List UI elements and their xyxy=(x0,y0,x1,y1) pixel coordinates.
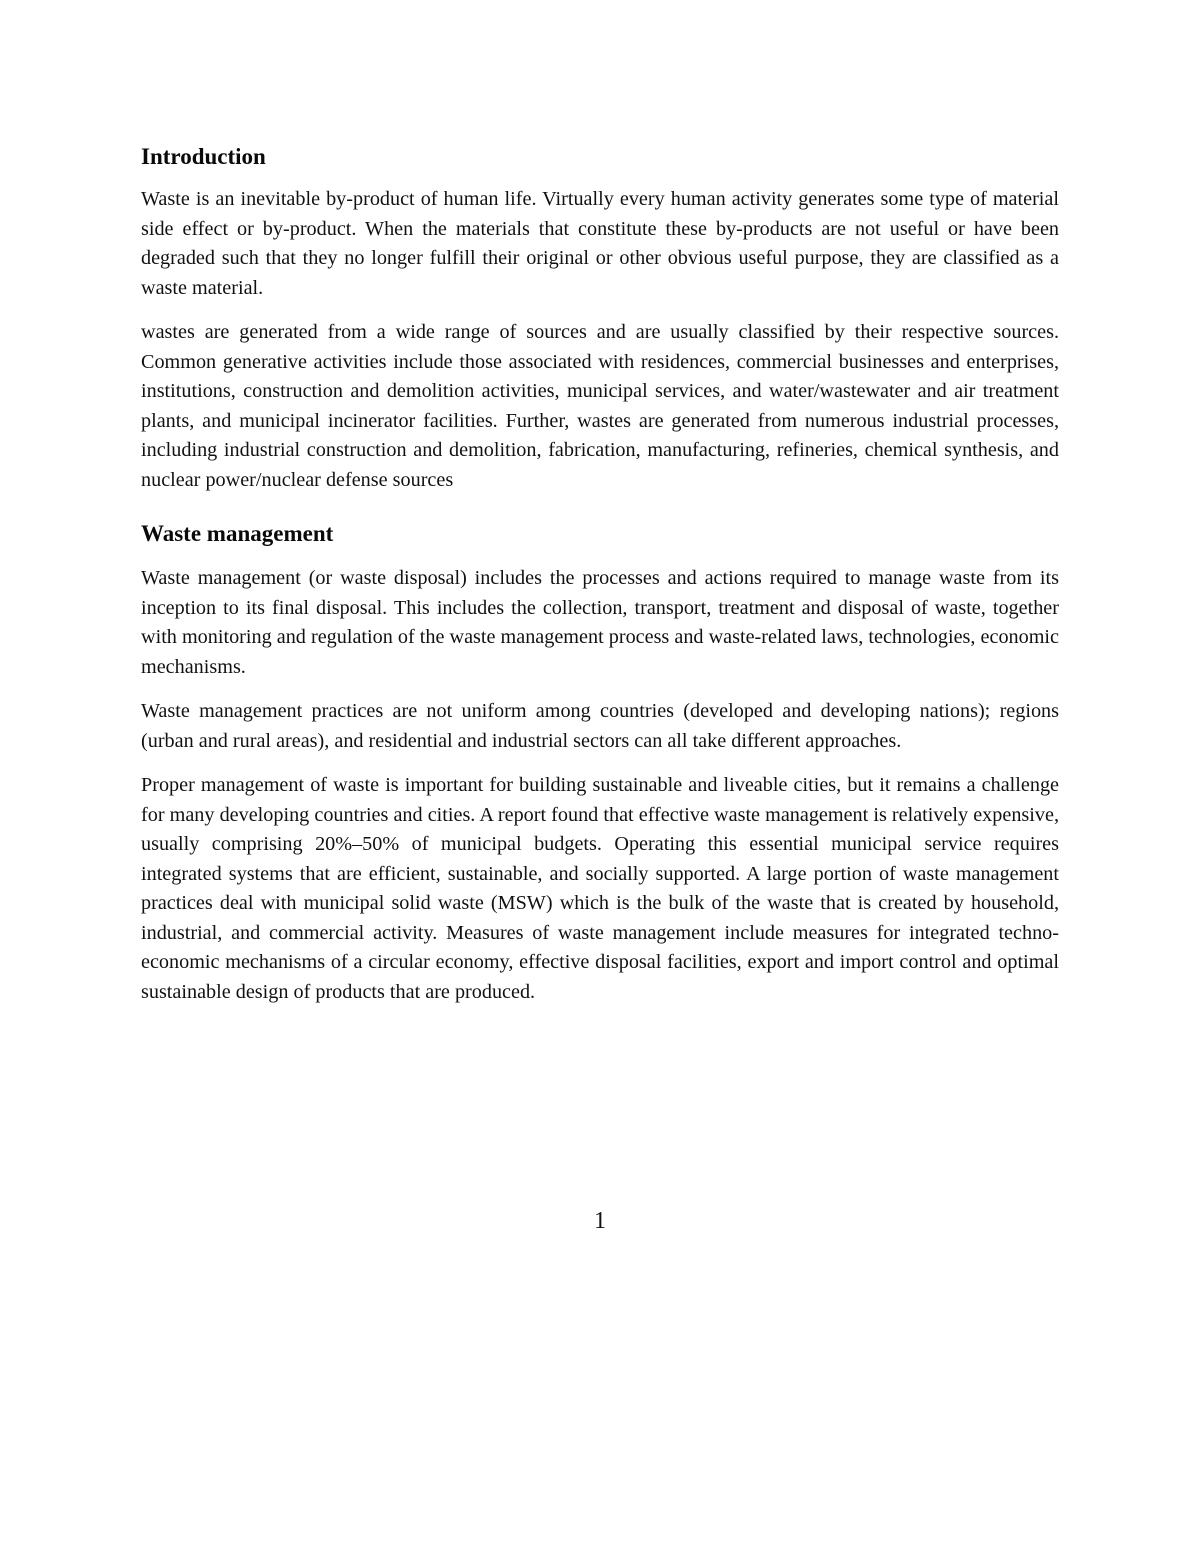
intro-paragraph-1: Waste is an inevitable by-product of human life. Virtually every human activity generates some type of material side effect or by-product. When the materials that constitute these by-products are not useful or have been degraded such that they no longer fulfill their original or other obvious useful purpose, they are classified as a waste material. xyxy=(141,188,1059,299)
waste-management-paragraph-3: Proper management of waste is important for building sustainable and liveable cities, but it remains a challenge for many developing countries and cities. A report found that effective waste management is relatively expensive, usually comprising 20%–50% of municipal budgets. Operating this essential municipal service requires integrated systems that are efficient, sustainable, and socially supported. A large portion of waste management practices deal with municipal solid waste (MSW) which is the bulk of the waste that is created by household, industrial, and commercial activity. Measures of waste management include measures for integrated techno-economic mechanisms of a circular economy, effective disposal facilities, export and import control and optimal sustainable design of products that are produced. xyxy=(141,774,1059,1003)
page-number: 1 xyxy=(594,1208,606,1234)
heading-introduction: Introduction xyxy=(141,144,266,169)
document-page xyxy=(141,140,1059,1022)
intro-paragraph-2: wastes are generated from a wide range of sources and are usually classified by their respective sources. Common generative activities include those associated with residences, commercial businesses and enterprises, institutions, construction and demolition activities, municipal services, and water/wastewater and air treatment plants, and municipal incinerator facilities. Further, wastes are generated from numerous industrial processes, including industrial construction and demolition, fabrication, manufacturing, refineries, chemical synthesis, and nuclear power/nuclear defense sources xyxy=(141,321,1059,491)
waste-management-paragraph-2: Waste management practices are not uniform among countries (developed and developing nations); regions (urban and rural areas), and residential and industrial sectors can all take different approaches. xyxy=(141,700,1059,752)
heading-waste-management: Waste management xyxy=(141,521,334,546)
waste-management-paragraph-1: Waste management (or waste disposal) includes the processes and actions required to manage waste from its inception to its final disposal. This includes the collection, transport, treatment and disposal of waste, together with monitoring and regulation of the waste management process and waste-related laws, technologies, economic mechanisms. xyxy=(141,567,1059,678)
